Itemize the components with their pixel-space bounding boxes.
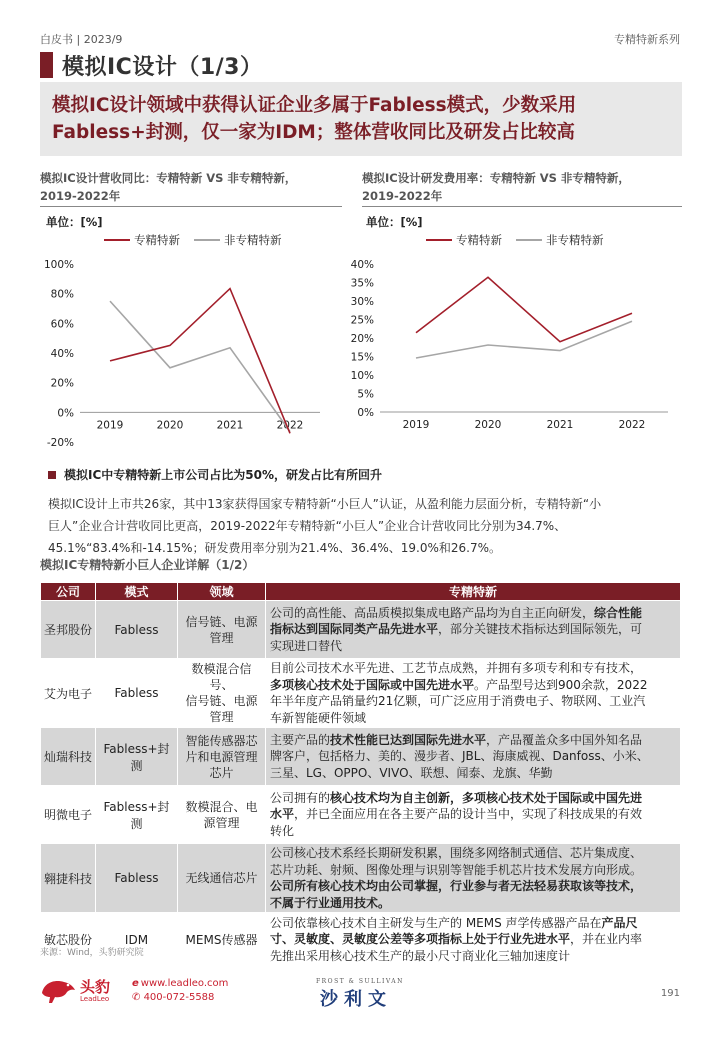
chart1-unit: 单位：[%]: [46, 215, 103, 229]
cell-specialty-line: [270, 693, 676, 710]
chart2-title-line-2: 2019-2022年: [362, 189, 443, 203]
chart1-x-tick-label: 2019: [96, 419, 124, 432]
chart2-y-tick-label: 30%: [350, 296, 374, 308]
cell-specialty-line: [270, 862, 676, 879]
section-title-marker: [40, 52, 53, 78]
cell-specialty-line: [270, 878, 676, 895]
cell-field: [178, 728, 266, 786]
cell-specialty-line: [270, 621, 676, 638]
chart1-legend: [104, 232, 296, 248]
cell-specialty: [266, 786, 681, 844]
chart1-y-tick-label: 0%: [57, 407, 74, 420]
chart1-title-rule: [40, 206, 342, 207]
chart1-x-tick-label: 2021: [216, 419, 244, 432]
chart2-x-tick-label: 2021: [546, 419, 574, 431]
chart2-y-tick-label: 25%: [350, 314, 374, 327]
body-text: 公司的高性能、高品质模拟集成电路产品均为自主正向研发，: [270, 605, 595, 620]
chart2-y-tick-label: 10%: [350, 370, 374, 382]
chart1-series-line: [110, 289, 290, 434]
website-row: [132, 977, 228, 991]
website-e-icon: e: [132, 978, 139, 989]
cell-field-line: 数模混合信号、: [191, 662, 252, 692]
col-header-specialty: 专精特新: [266, 583, 681, 601]
cell-field-line: 数模混合、电: [185, 799, 258, 814]
chart1-legend-swatch-1: [104, 239, 130, 241]
chart2-legend-label-1: 专精特新: [456, 233, 502, 247]
footer-contact: [132, 977, 228, 1005]
chart2-legend-swatch-1: [426, 239, 452, 241]
cell-specialty: [266, 659, 681, 728]
body-text: ，部分关键技术指标达到国际领先，可: [438, 622, 643, 637]
cell-field-line: 片和电源管理: [185, 749, 258, 764]
cell-specialty-line: [270, 806, 676, 823]
cell-mode: Fabless+封测: [96, 786, 178, 844]
table-row: [41, 913, 681, 967]
chart2-y-tick-label: 40%: [350, 259, 374, 271]
highlight-text: 技术性能已达到国际先进水平: [330, 732, 487, 747]
headline-box: [40, 82, 682, 156]
website-link[interactable]: www.leadleo.com: [140, 978, 229, 989]
chart2-x-tick-label: 2022: [618, 419, 646, 431]
body-paragraph-line: 模拟IC设计上市共26家，其中13家获得国家专精特新“小巨人”认证，从盈利能力层面分析，专精特新“小: [48, 497, 602, 511]
cell-specialty-line: [270, 931, 676, 948]
chart2-x-tick-label: 2020: [474, 419, 502, 431]
body-paragraph-line: 巨人”企业合计营收同比更高，2019-2022年专精特新“小巨人”企业合计营收同比分别为34.7%、: [48, 519, 567, 533]
chart1-y-tick-label: 20%: [50, 377, 74, 390]
cell-company: 灿瑞科技: [41, 728, 96, 786]
cell-specialty: [266, 728, 681, 786]
cell-specialty-line: [270, 790, 676, 807]
headline-line-1: 模拟IC设计领域中获得认证企业多属于Fabless模式，少数采用: [52, 95, 577, 116]
highlight-text: 核心技术均为自主创新，多项核心技术处于国际或中国先进: [330, 790, 643, 805]
body-text: 实现进口替代: [270, 638, 343, 653]
phone-row: [132, 991, 228, 1005]
cell-specialty-line: [270, 638, 676, 655]
body-paragraph-line: 45.1%“83.4%和-14.15%；研发费用率分别为21.4%、36.4%、19.0%和26.7%。: [48, 541, 502, 555]
chart2-legend-label-2: 非专精特新: [546, 233, 604, 247]
chart1-title-line-2: 2019-2022年: [40, 189, 121, 203]
chart1-title-line-1: 模拟IC设计营收同比：专精特新 VS 非专精特新，: [40, 171, 297, 185]
body-text: 目前公司技术水平先进、工艺节点成熟，并拥有多项专利和专有技术，: [270, 661, 643, 675]
chart2-y-tick-label: 35%: [350, 277, 374, 290]
phone-icon: ✆: [132, 992, 144, 1003]
body-text: 。产品型号达到900余款，2022: [474, 677, 648, 692]
table-row: [41, 844, 681, 913]
chart2-title: [362, 169, 630, 205]
chart1-y-tick-label: 80%: [50, 288, 74, 301]
cell-mode: Fabless: [96, 844, 178, 913]
frost-sullivan-small-text: FROST & SULLIVAN: [316, 978, 404, 985]
frost-sullivan-logo-text: 沙利文: [320, 989, 392, 1010]
chart1-x-tick-label: 2022: [276, 419, 304, 432]
source-note: 来源：Wind，头豹研究院: [40, 948, 144, 958]
logo-text: 头豹: [80, 978, 111, 996]
chart2-legend-item-2: [516, 232, 604, 248]
body-text: 三星、LG、OPPO、VIVO、联想、闻泰、龙旗、华勤: [270, 765, 553, 780]
cell-specialty-line: [270, 765, 676, 782]
table-row: [41, 659, 681, 728]
chart2-legend: [426, 232, 618, 248]
cell-company: 敏芯股份: [41, 913, 96, 967]
key-finding-text: 模拟IC中专精特新上市公司占比为50%，研发占比有所回升: [64, 468, 382, 482]
table-row: [41, 786, 681, 844]
cell-specialty-line: [270, 895, 676, 912]
table-body: [41, 601, 681, 967]
chart1-legend-label-2: 非专精特新: [224, 233, 282, 247]
body-text: ，产品覆盖众多中国外知名品: [486, 732, 643, 747]
key-finding: [48, 466, 382, 483]
highlight-text: 水平: [270, 807, 295, 822]
cell-specialty-line: [270, 748, 676, 765]
chart1-y-tick-label: -20%: [46, 437, 74, 449]
highlight-text: 寸、灵敏度、灵敏度公差等多项指标上处于行业先进水平: [270, 932, 571, 947]
highlight-text: 公司所有核心技术均由公司掌握，行业参与者无法轻易获取该等技术，: [270, 879, 643, 893]
logo-subtext: LeadLeo: [80, 995, 110, 1003]
body-text: 主要产品的: [270, 732, 331, 747]
cell-mode: Fabless: [96, 659, 178, 728]
chart2-y-tick-label: 20%: [350, 333, 374, 345]
cell-field-line: 智能传感器芯: [185, 733, 258, 748]
cell-specialty: [266, 913, 681, 967]
body-text: 年半年度产品销量约21亿颗，可广泛应用于消费电子、物联网、工业汽: [270, 694, 646, 708]
cell-field: [178, 786, 266, 844]
cell-specialty-line: [270, 732, 676, 749]
highlight-text: 产品尺: [601, 915, 638, 930]
highlight-text: 指标达到国际同类产品先进水平: [270, 622, 439, 637]
phone-number: 400-072-5588: [143, 992, 215, 1003]
body-paragraph: [48, 493, 678, 559]
cell-field-line: 源管理: [203, 815, 240, 830]
header-right: 专精特新系列: [614, 33, 680, 46]
chart2-x-tick-label: 2019: [402, 419, 430, 431]
body-text: ，并在业内率: [570, 932, 643, 947]
cell-specialty-line: [270, 948, 676, 965]
leopard-logo-icon: [38, 973, 78, 1007]
cell-company: 翱捷科技: [41, 844, 96, 913]
chart2-title-rule: [362, 206, 682, 207]
cell-field: [178, 913, 266, 967]
chart2-y-tick-label: 0%: [357, 407, 374, 419]
cell-field-line: 管理: [209, 710, 234, 724]
chart2-series-line: [416, 277, 632, 341]
cell-field: [178, 659, 266, 728]
highlight-text: 综合性能: [594, 605, 643, 620]
col-header-company: 公司: [41, 583, 96, 601]
highlight-text: 多项核心技术处于国际或中国先进水平: [270, 677, 475, 692]
chart1-legend-item-2: [194, 232, 282, 248]
table-caption: 模拟IC专精特新小巨人企业详解（1/2）: [40, 558, 255, 572]
chart1-legend-label-1: 专精特新: [134, 233, 180, 247]
body-text: 公司拥有的: [270, 790, 331, 805]
body-text: 公司核心技术系经长期研发积累，围绕多网络制式通信、芯片集成度、: [270, 846, 643, 860]
chart1-y-tick-label: 40%: [50, 348, 74, 360]
body-text: 公司依靠核心技术自主研发与生产的 MEMS 声学传感器产品在: [270, 915, 602, 930]
chart2-unit: 单位：[%]: [366, 215, 423, 229]
body-text: 车新智能硬件领域: [270, 710, 367, 725]
chart2-y-tick-label: 15%: [350, 351, 374, 364]
header-left: 白皮书 | 2023/9: [40, 33, 123, 46]
page-number: 191: [660, 988, 680, 999]
body-text: ，并已全面应用在各主要产品的设计当中，实现了科技成果的有效: [294, 807, 643, 822]
cell-specialty-line: [270, 605, 676, 622]
col-header-mode: 模式: [96, 583, 178, 601]
cell-specialty-line: [270, 677, 676, 694]
table-row: [41, 601, 681, 659]
cell-specialty: [266, 844, 681, 913]
chart2-plot: [350, 255, 670, 435]
body-text: 转化: [270, 823, 295, 838]
cell-mode: IDM: [96, 913, 178, 967]
chart1-legend-swatch-2: [194, 239, 220, 241]
table-header-row: [41, 583, 681, 601]
cell-field-line: 信号链、电源: [185, 694, 258, 708]
chart2-legend-item-1: [426, 232, 502, 248]
chart1-plot: [40, 255, 340, 455]
cell-field-line: 无线通信芯片: [185, 871, 258, 885]
cell-specialty-line: [270, 710, 676, 727]
cell-company: 艾为电子: [41, 659, 96, 728]
chart1-title: [40, 169, 296, 205]
cell-specialty-line: [270, 915, 676, 932]
chart2-y-tick-label: 5%: [357, 388, 374, 401]
cell-field-line: 芯片: [209, 765, 234, 780]
chart1-x-tick-label: 2020: [156, 419, 184, 432]
chart1-y-tick-label: 60%: [50, 318, 74, 331]
section-title: 模拟IC设计（1/3）: [62, 55, 263, 80]
cell-specialty-line: [270, 660, 676, 677]
chart2-title-line-1: 模拟IC设计研发费用率：专精特新 VS 非专精特新，: [362, 171, 630, 185]
cell-company: 圣邦股份: [41, 601, 96, 659]
cell-field-line: 信号链、电源: [185, 614, 258, 629]
cell-specialty-line: [270, 845, 676, 862]
cell-field: [178, 844, 266, 913]
chart1-y-tick-label: 100%: [43, 259, 74, 271]
body-text: 牌客户，包括格力、美的、漫步者、JBL、海康威视、Danfoss、小米、: [270, 749, 649, 764]
table-row: [41, 728, 681, 786]
cell-specialty: [266, 601, 681, 659]
highlight-text: 不属于行业通用技术。: [270, 895, 391, 910]
cell-mode: Fabless+封测: [96, 728, 178, 786]
key-finding-marker: [48, 471, 56, 479]
chart2-legend-swatch-2: [516, 239, 542, 241]
cell-mode: Fabless: [96, 601, 178, 659]
chart1-legend-item-1: [104, 232, 180, 248]
headline-line-2: Fabless+封测，仅一家为IDM；整体营收同比及研发占比较高: [52, 122, 575, 143]
body-text: 芯片功耗、射频、图像处理与识别等智能手机芯片技术发展方向形成。: [270, 862, 643, 877]
cell-specialty-line: [270, 823, 676, 840]
cell-field-line: MEMS传感器: [185, 932, 258, 947]
col-header-field: 领域: [178, 583, 266, 601]
cell-field: [178, 601, 266, 659]
cell-company: 明微电子: [41, 786, 96, 844]
body-text: 先推出采用核心技术生产的最小尺寸商业化三轴加速度计: [270, 948, 571, 963]
company-detail-table: [40, 582, 681, 967]
cell-field-line: 管理: [209, 630, 234, 645]
